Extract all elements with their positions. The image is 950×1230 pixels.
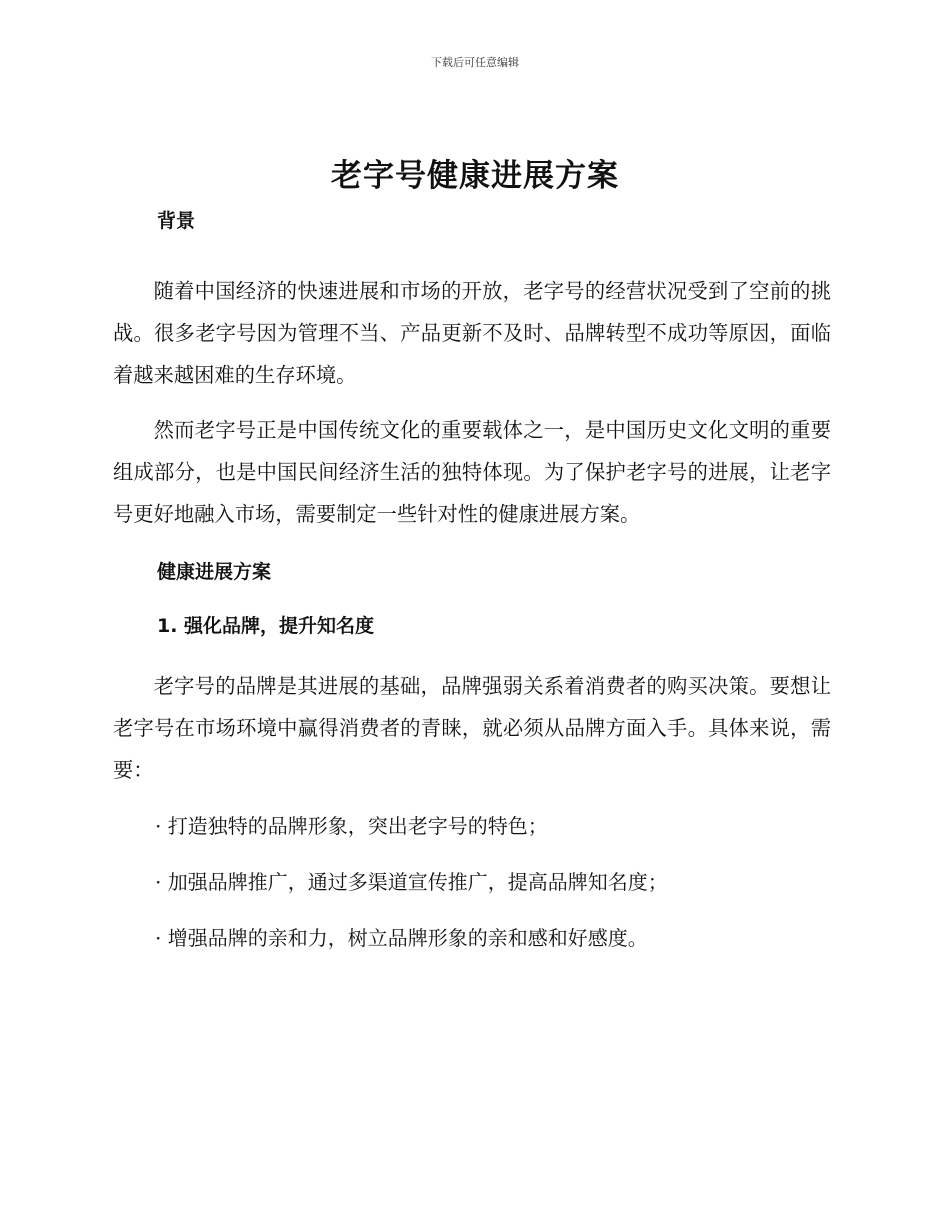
bullet-item-3: · 增强品牌的亲和力，树立品牌形象的亲和感和好感度。 — [155, 926, 648, 950]
header-note: 下载后可任意编辑 — [431, 56, 519, 69]
plan-paragraph: 老字号的品牌是其进展的基础，品牌强弱关系着消费者的购买决策。要想让老字号在市场环境中赢得消费者的青睐，就必须从品牌方面入手。具体来说，需要： — [113, 674, 831, 782]
bullet-item-2: · 加强品牌推广，通过多渠道宣传推广，提高品牌知名度； — [155, 870, 668, 894]
document-title: 老字号健康进展方案 — [331, 158, 619, 194]
section-heading-plan: 健康进展方案 — [157, 561, 272, 583]
document-body — [113, 204, 831, 959]
subheading-brand: 1. 强化品牌，提升知名度 — [157, 615, 375, 637]
background-paragraph-1: 随着中国经济的快速进展和市场的开放，老字号的经营状况受到了空前的挑战。很多老字号因为管理不当、产品更新不及时、品牌转型不成功等原因，面临着越来越困难的生存环境。 — [113, 279, 831, 387]
section-heading-background: 背景 — [157, 210, 196, 232]
bullet-item-1: · 打造独特的品牌形象，突出老字号的特色； — [155, 814, 548, 838]
background-paragraph-2: 然而老字号正是中国传统文化的重要载体之一，是中国历史文化文明的重要组成部分，也是中国民间经济生活的独特体现。为了保护老字号的进展，让老字号更好地融入市场，需要制定一些针对性的健康进展方案。 — [113, 418, 831, 526]
